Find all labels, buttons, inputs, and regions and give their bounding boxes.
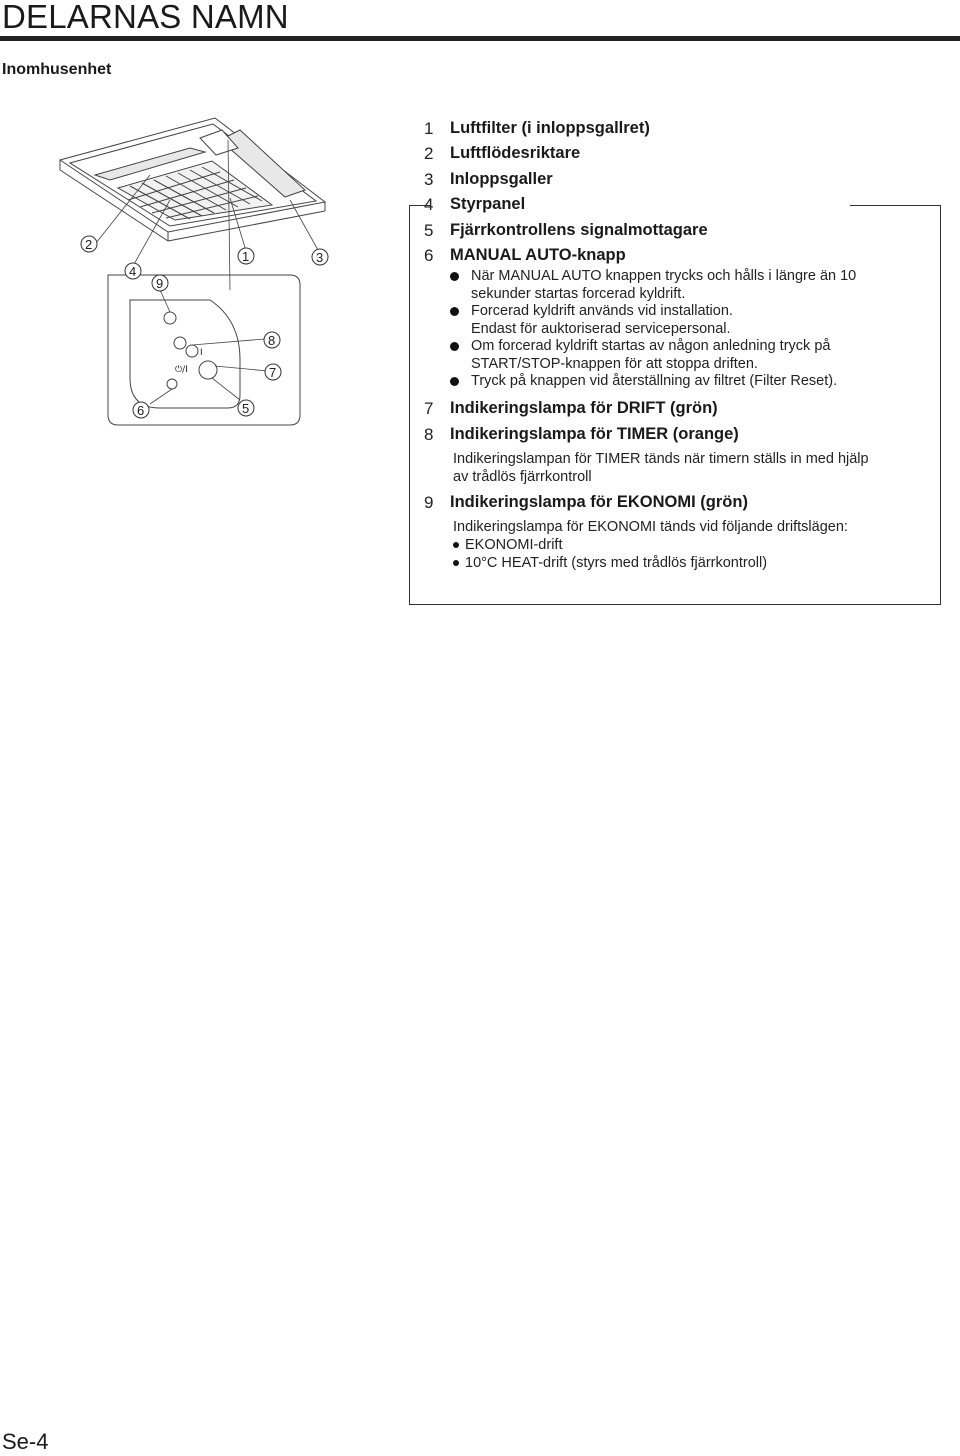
- callout-3: [312, 249, 328, 265]
- operation-lamp: [186, 345, 198, 357]
- list-item: 10°C HEAT-drift (styrs med trådlös fjärrkontroll): [424, 554, 934, 572]
- parts-list: [424, 116, 944, 268]
- manual-auto-bullets: [424, 268, 934, 391]
- svg-text:1: 1: [242, 249, 250, 264]
- callout-4: [125, 263, 141, 279]
- callout-7: [265, 364, 281, 380]
- svg-text:4: 4: [129, 264, 137, 279]
- svg-text:3: 3: [316, 250, 324, 265]
- list-item: Tryck på knappen vid återställning av filtret (Filter Reset).: [424, 373, 934, 391]
- list-item: 8 Indikeringslampa för TIMER (orange): [424, 424, 739, 444]
- list-item: 4 Styrpanel: [424, 195, 526, 215]
- callouts: [81, 236, 328, 418]
- page-title: DELARNAS NAMN: [2, 0, 289, 35]
- part-details: [424, 268, 934, 572]
- cassette-unit-illustration: [60, 118, 325, 241]
- callout-5: [238, 400, 254, 416]
- list-item: När MANUAL AUTO knappen trycks och hålls i längre än 10 sekunder startas forcerad kyldrift.: [424, 268, 934, 303]
- list-item: Forcerad kyldrift används vid installation. Endast för auktoriserad servicepersonal.: [424, 303, 934, 338]
- list-item: EKONOMI-drift: [424, 536, 934, 554]
- timer-lamp: [174, 337, 186, 349]
- list-item: 3 Inloppsgaller: [424, 169, 553, 189]
- svg-text:5: 5: [242, 401, 250, 416]
- manual-auto-button: [167, 379, 177, 389]
- callout-2: [81, 236, 97, 252]
- callout-9: [152, 275, 168, 291]
- callout-1: [238, 248, 254, 264]
- svg-text:2: 2: [85, 237, 93, 252]
- svg-text:6: 6: [137, 403, 145, 418]
- section-subtitle: Inomhusenhet: [2, 61, 112, 78]
- list-item: 2 Luftflödesriktare: [424, 144, 581, 164]
- callout-6: [133, 402, 149, 418]
- svg-text:8: 8: [268, 333, 276, 348]
- callout-8: [264, 332, 280, 348]
- timer-mark: I: [200, 348, 203, 358]
- indoor-unit-diagram: [0, 0, 400, 440]
- page-number: Se-4: [2, 1429, 49, 1454]
- list-item: 1 Luftfilter (i inloppsgallret): [424, 119, 650, 138]
- timer-description: Indikeringslampan för TIMER tänds när timern ställs in med hjälp av trådlös fjärrkontroll: [453, 451, 869, 486]
- power-symbol: ⏻/I: [175, 365, 188, 375]
- eco-description: Indikeringslampa för EKONOMI tänds vid följande driftslägen:: [453, 518, 848, 535]
- list-item: 6 MANUAL AUTO-knapp: [424, 245, 626, 265]
- list-item: Om forcerad kyldrift startas av någon anledning tryck på START/STOP-knappen för att stoppa driften.: [424, 338, 934, 373]
- list-item: 7 Indikeringslampa för DRIFT (grön): [424, 398, 718, 418]
- eco-lamp: [164, 312, 176, 324]
- svg-text:7: 7: [269, 365, 277, 380]
- list-item: 9 Indikeringslampa för EKONOMI (grön): [424, 493, 748, 513]
- signal-receiver: [199, 361, 217, 379]
- svg-text:9: 9: [156, 276, 164, 291]
- list-item: 5 Fjärrkontrollens signalmottagare: [424, 220, 708, 240]
